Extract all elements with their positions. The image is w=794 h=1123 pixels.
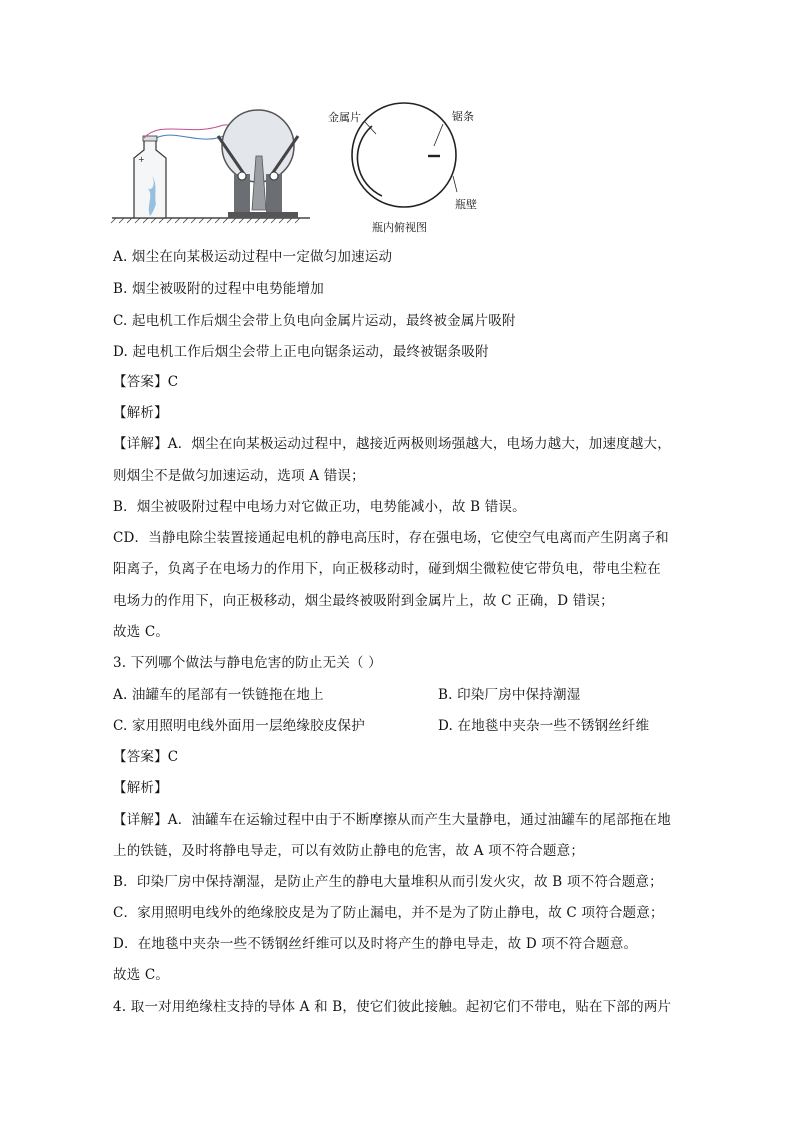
q3-option-b: B. 印染厂房中保持潮湿 xyxy=(438,687,581,703)
q2-detail-line: CD．当静电除尘装置接通起电机的静电高压时，存在强电场，它使空气电离而产生阴离子和 xyxy=(113,530,669,546)
q2-detail-line: 【详解】A．烟尘在向某极运动过程中，越接近两极则场强越大，电场力越大，加速度越大， xyxy=(113,436,671,452)
q2-option-a: A. 烟尘在向某极运动过程中一定做匀加速运动 xyxy=(113,249,393,265)
metal-sheet-label: 金属片 xyxy=(328,111,361,124)
q4-stem: 4. 取一对用绝缘柱支持的导体 A 和 B，使它们彼此接触。起初它们不带电，贴在下部的两片 xyxy=(113,999,672,1015)
q2-answer: 【答案】C xyxy=(113,374,179,390)
top-view-caption: 瓶内俯视图 xyxy=(372,221,427,234)
svg-text:+: + xyxy=(138,155,145,164)
q2-detail-line: 故选 C。 xyxy=(113,624,170,640)
q2-analysis-heading: 【解析】 xyxy=(113,405,168,421)
bottle-wall-label: 瓶壁 xyxy=(455,198,477,211)
q3-detail-line: 【详解】A．油罐车在运输过程中由于不断摩擦从而产生大量静电，通过油罐车的尾部拖在地 xyxy=(113,812,671,828)
q3-detail-line: 上的铁链，及时将静电导走，可以有效防止静电的危害，故 A 项不符合题意； xyxy=(113,843,585,859)
q3-answer: 【答案】C xyxy=(113,749,179,765)
q2-option-b: B. 烟尘被吸附的过程中电势能增加 xyxy=(113,281,324,297)
q3-option-c: C. 家用照明电线外面用一层绝缘胶皮保护 xyxy=(113,718,365,734)
apparatus-diagram xyxy=(110,100,490,235)
q3-analysis-heading: 【解析】 xyxy=(113,780,168,796)
apparatus-figure xyxy=(110,100,490,235)
q2-option-c: C. 起电机工作后烟尘会带上负电向金属片运动，最终被金属片吸附 xyxy=(113,313,516,329)
q3-stem: 3. 下列哪个做法与静电危害的防止无关（ ） xyxy=(113,655,382,671)
q2-detail-line: B．烟尘被吸附过程中电场力对它做正功，电势能减小，故 B 错误。 xyxy=(113,499,526,515)
q3-detail-line: B．印染厂房中保持潮湿，是防止产生的静电大量堆积从而引发火灾，故 B 项不符合题意； xyxy=(113,874,663,890)
q2-detail-line: 电场力的作用下，向正极移动，烟尘最终被吸附到金属片上，故 C 正确，D 错误； xyxy=(113,593,614,609)
q3-detail-line: D．在地毯中夹杂一些不锈钢丝纤维可以及时将产生的静电导走，故 D 项不符合题意。 xyxy=(113,936,638,952)
q2-detail-line: 阳离子，负离子在电场力的作用下，向正极移动时，碰到烟尘微粒使它带负电，带电尘粒在 xyxy=(113,561,661,577)
saw-blade-label: 锯条 xyxy=(452,110,474,123)
q3-option-d: D. 在地毯中夹杂一些不锈钢丝纤维 xyxy=(438,718,650,734)
q3-detail-line: C．家用照明电线外的绝缘胶皮是为了防止漏电，并不是为了防止静电，故 C 项符合题意； xyxy=(113,905,664,921)
q3-option-a: A. 油罐车的尾部有一铁链拖在地上 xyxy=(113,687,324,703)
q2-option-d: D. 起电机工作后烟尘会带上正电向锯条运动，最终被锯条吸附 xyxy=(113,344,489,360)
q3-detail-line: 故选 C。 xyxy=(113,967,170,983)
q2-detail-line: 则烟尘不是做匀加速运动，选项 A 错误； xyxy=(113,468,365,484)
